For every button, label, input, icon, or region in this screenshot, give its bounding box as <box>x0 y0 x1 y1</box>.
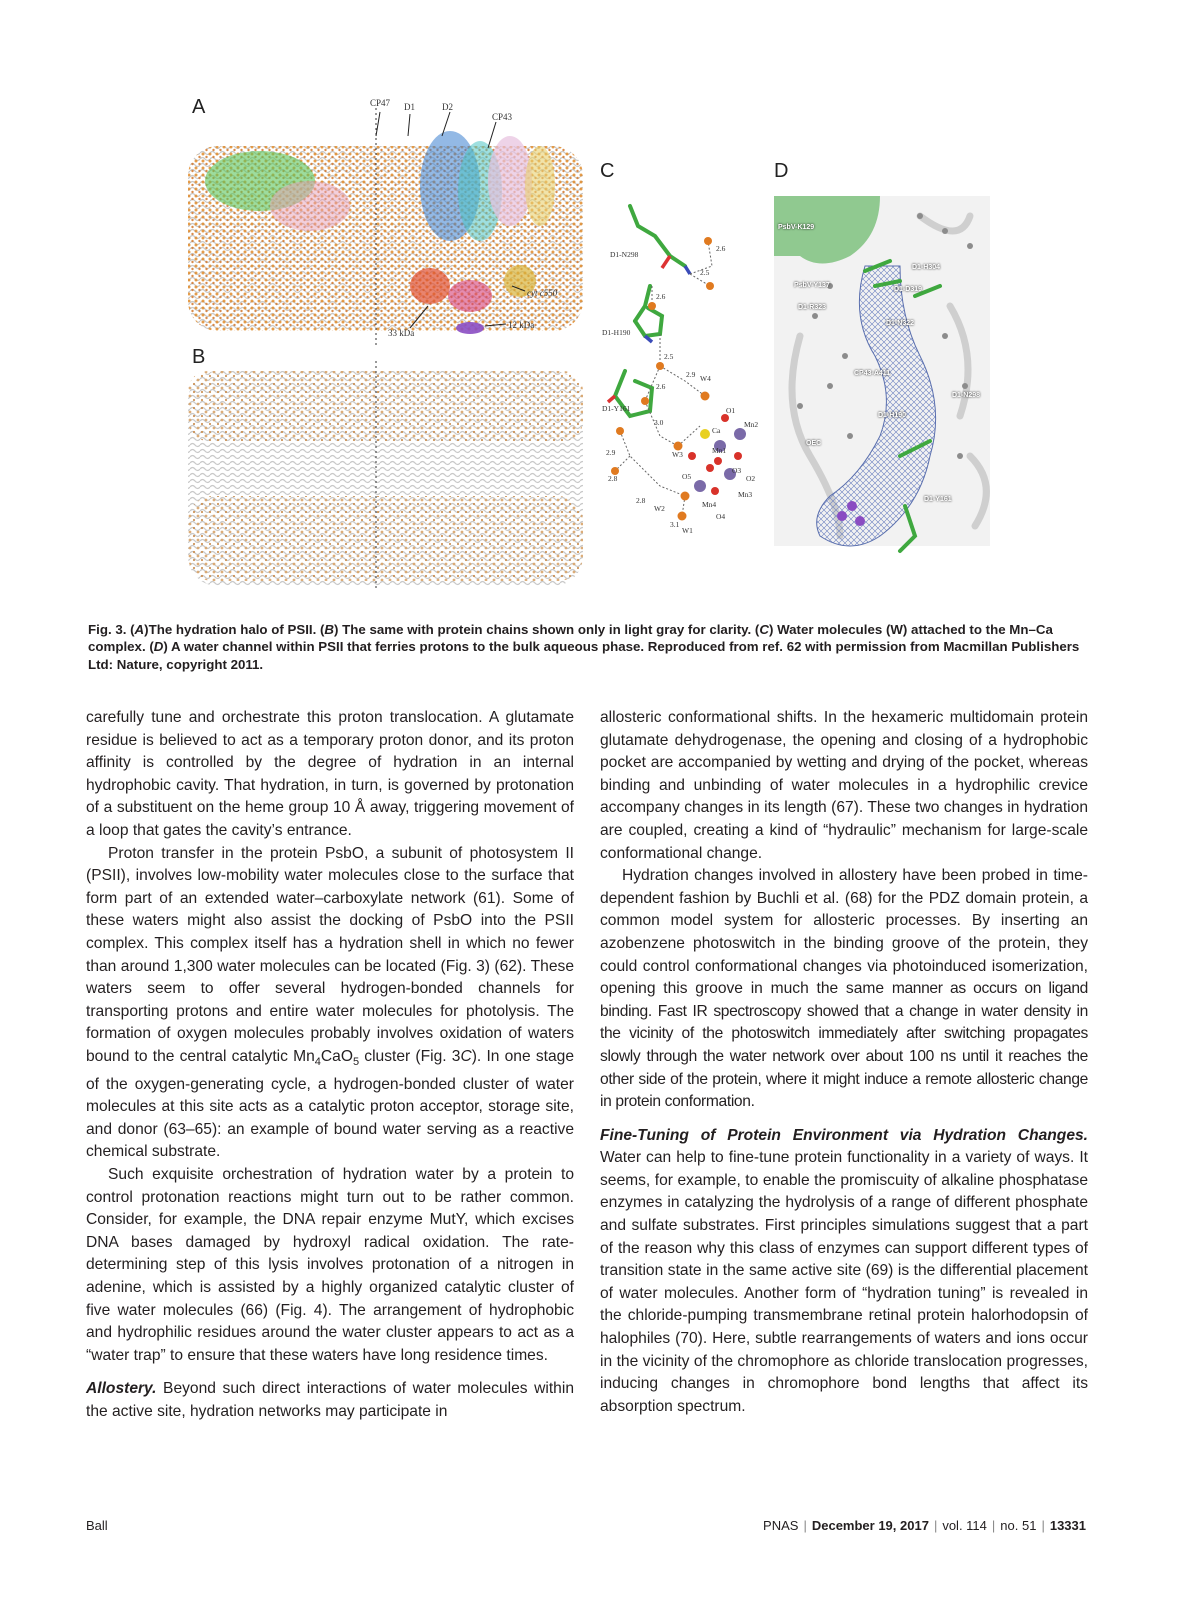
footer-sep-4: | <box>1041 1518 1045 1533</box>
caption-a-letter: A <box>134 622 145 637</box>
label-c-2-9a: 2.9 <box>686 370 696 379</box>
left-p2-text-b: cluster (Fig. 3 <box>359 1047 461 1065</box>
panel-a-letter: A <box>192 96 206 118</box>
figure-caption: Fig. 3. (A)The hydration halo of PSII. (B) The same with protein chains shown only in light gray for clarity. (C) Water molecules (W) attached to the Mn–Ca complex. (D) A water channel within PSII that ferries protons to the bulk aqueous phase. Reproduced from ref. 62 with permission from Macmillan Publishers Ltd: Nature, copyright 2011. <box>88 622 1080 672</box>
footer-sep-3: | <box>991 1518 996 1533</box>
panel-b <box>180 346 600 616</box>
caption-d-text: ) A water channel within PSII that ferries protons to the bulk aqueous phase. Reproduced from ref. 62 with permission from Macmillan Publishers Ltd: Nature, copyright 2011. <box>88 639 1080 672</box>
left-p2-text-a: Proton transfer in the protein PsbO, a subunit of photosystem II (PSII), involves low-mobility water molecules close to the surface that form part of an extended water–carboxylate network (61). Some of these waters might also assist the docking of PsbO into the PSII complex. This complex itself has a hydration shell in which no fewer than around 1,300 water molecules can be located (Fig. 3) (62). These waters seem to offer several hydrogen-bonded channels for transporting protons and entire water molecules for photolysis. The formation of oxygen molecules probably involves oxidation of waters bound to the central catalytic Mn <box>86 844 574 1065</box>
right-p2-text-b: manner as occurs on ligand binding. Fast IR spectroscopy showed that a change in water density in the vicinity of the photoswitch immediately after switching propagates slowly through the water network over about 100 ns until it reaches the other side of the protein, where it might induce a remote allosteric change in protein conformation. <box>600 980 1088 1111</box>
label-c-mn1: Mn1 <box>712 446 727 455</box>
label-d-n298: D1-N298 <box>952 392 981 399</box>
label-c-w1: W1 <box>682 526 693 535</box>
panel-b-letter: B <box>192 346 206 368</box>
caption-d-letter: D <box>153 639 164 655</box>
label-c-o1: O1 <box>726 406 736 415</box>
label-c-n298: D1-N298 <box>610 250 639 259</box>
label-d1: D1 <box>404 102 415 112</box>
panel-b-image <box>180 346 600 616</box>
right-p3-text: Water can help to fine-tune protein functionality in a variety of ways. It seems, for example, to enable the promiscuity of alkaline phosphatase enzymes in catalyzing the hydrolysis of a range of different phosphate and sulfate substrates. First principles simulations suggest that a part of the reason why this class of enzymes can support different types of transition state in the same active site (69) is the differential placement of water molecules. Another form of “hydration tuning” is revealed in the chloride-pumping transmembrane retinal protein halorhodopsin of halophiles (70). Here, subtle rearrangements of waters and ions occur in the vicinity of the chromophore as chloride translocation progresses, inducing changes in chromophore bond lengths that affect its absorption spectrum. <box>600 1149 1088 1415</box>
footer-citation <box>763 1518 1086 1533</box>
label-d-n322: D1-N322 <box>886 320 915 327</box>
footer-sep-2: | <box>933 1518 938 1533</box>
label-d-y161: D1-Y161 <box>924 496 952 503</box>
label-c-y161: D1-Y161 <box>602 404 631 413</box>
left-paragraph-3: Such exquisite orchestration of hydration water by a protein to control protonation reactions might turn out to be rather common. Consider, for example, the DNA repair enzyme MutY, which excises DNA bases damaged by hydroxyl radical oxidation. The rate-determining step of this lysis involves protonation of a nitrogen in adenine, which is assisted by a highly organized catalytic cluster of five water molecules (66) (Fig. 4). The arrangement of hydrophobic and hydrophilic residues around the water cluster appears to act as a “water trap” to ensure that these waters have long residence times. <box>86 1165 574 1364</box>
panel-d-letter: D <box>774 160 789 182</box>
caption-fig-label: Fig. 3. <box>88 622 127 637</box>
label-c-2-6a: 2.6 <box>716 244 726 253</box>
label-d-h304: D1-H304 <box>912 264 941 271</box>
footer-page: 13331 <box>1049 1518 1086 1533</box>
panel-a-image <box>180 96 600 356</box>
caption-a-text: The hydration halo of PSII. ( <box>148 622 325 637</box>
footer-date: December 19, 2017 <box>811 1518 929 1533</box>
label-c-w4: W4 <box>700 374 711 383</box>
label-c-o2: O2 <box>746 474 756 483</box>
caption-c-letter: C <box>759 622 769 637</box>
label-c-ca: Ca <box>712 426 721 435</box>
label-c-mn3: Mn3 <box>738 490 753 499</box>
right-p2-text-a: Hydration changes involved in allostery have been probed in time-dependent fashion by Buchli et al. (68) for the PDZ domain protein, a common model system for allosteric processes. By inserting an azobenzene photoswitch in the binding groove of the protein, they could control conformational changes via photoinduced isomerization, opening this groove in much the same <box>600 867 1088 998</box>
label-c-2-8a: 2.8 <box>608 474 618 483</box>
footer-volume: vol. 114 <box>942 1518 987 1533</box>
left-p2-text-c: ). In one stage of the oxygen-generating cycle, a hydrogen-bonded cluster of water molecules at this site acts as a catalytic proton acceptor, storage site, and donor (63–65): an example of bound water serving as a reactive chemical substrate. <box>86 1047 574 1161</box>
label-c-o5: O5 <box>682 472 692 481</box>
label-c-2-6b: 2.6 <box>656 292 666 301</box>
label-d-r323: D1-R323 <box>798 304 827 311</box>
label-c-2-6c: 2.6 <box>656 382 666 391</box>
label-c-2-8b: 2.8 <box>636 496 646 505</box>
left-p2-sub-5: 5 <box>352 1056 360 1069</box>
allostery-heading: Allostery. <box>86 1380 157 1398</box>
left-p2-mid: CaO <box>320 1047 353 1065</box>
label-c-3-1: 3.1 <box>670 520 680 529</box>
right-paragraph-2 <box>600 865 1088 1114</box>
left-paragraph-4 <box>86 1378 574 1423</box>
label-33kda: 33 kDa <box>388 328 415 338</box>
label-c-o3: O3 <box>732 466 742 475</box>
left-paragraph-1: carefully tune and orchestrate this proton translocation. A glutamate residue is believed to act as a temporary proton donor, and its proton affinity is controlled by the degree of hydration in an internal hydrophobic cavity. That hydration, in turn, is governed by protonation of a substituent on the heme group 10 Å away, triggering movement of a loop that gates the cavity’s entrance. <box>86 709 574 839</box>
label-c-h190: D1-H190 <box>602 328 631 337</box>
label-d-k129: PsbV-K129 <box>778 224 815 231</box>
left-p2-sub-4: 4 <box>314 1056 321 1069</box>
label-c-2-9b: 2.9 <box>606 448 616 457</box>
right-paragraph-3 <box>600 1125 1088 1419</box>
label-c-w2: W2 <box>654 504 665 513</box>
footer-sep-1: | <box>803 1518 807 1533</box>
panel-c-letter: C <box>600 160 615 182</box>
label-d2: D2 <box>442 102 453 112</box>
right-paragraph-1: allosteric conformational shifts. In the hexameric multidomain protein glutamate dehydrogenase, the opening and closing of a hydrophobic pocket are accompanied by wetting and drying of the pocket, whereas binding and unbinding of water molecules in a hydrophilic crevice accompany changes in its length (67). These two changes in hydration are coupled, creating a kind of “hydraulic” mechanism for large-scale conformational change. <box>600 709 1088 862</box>
label-cp47: CP47 <box>370 98 391 108</box>
footer-issue: no. 51 <box>1000 1518 1037 1533</box>
label-c-o4: O4 <box>716 512 726 521</box>
label-cyt-c550: cyt c550 <box>527 288 558 298</box>
label-d-oec: OEC <box>806 440 822 447</box>
panel-c <box>590 156 765 616</box>
label-c-mn4: Mn4 <box>702 500 717 509</box>
caption-b-letter: B <box>324 622 335 637</box>
panel-c-image <box>590 156 765 616</box>
left-p2-c: C <box>460 1047 472 1065</box>
fine-tuning-heading: Fine-Tuning of Protein Environment via Hydration Changes. <box>600 1126 1088 1144</box>
label-cp43: CP43 <box>492 112 513 122</box>
label-d-a411: CP43-A411 <box>854 370 891 377</box>
label-d-h190: D1-H190 <box>878 412 907 419</box>
label-c-2-5a: 2.5 <box>700 268 710 277</box>
caption-b-text: ) The same with protein chains shown only in light gray for clarity. ( <box>334 622 760 637</box>
label-12kda: 12 kDa <box>508 320 535 330</box>
label-c-2-5b: 2.5 <box>664 352 674 361</box>
caption-c-text: ) Water molecules (W) attached to the Mn–Ca complex. ( <box>88 622 1053 655</box>
left-paragraph-2 <box>86 843 574 1164</box>
left-p4-text: Beyond such direct interactions of water molecules within the active site, hydration networks may participate in <box>86 1380 574 1420</box>
label-c-3-0: 3.0 <box>654 418 664 427</box>
figure-3 <box>180 96 1040 626</box>
label-d-y137: PsbV-Y137 <box>794 282 830 289</box>
right-column <box>600 707 1088 1418</box>
panel-d <box>770 156 1040 616</box>
label-c-w3: W3 <box>672 450 683 459</box>
footer-author: Ball <box>86 1518 108 1533</box>
label-d-d319: D1-D319 <box>894 286 923 293</box>
footer-journal: PNAS <box>763 1518 799 1533</box>
left-column <box>86 707 574 1424</box>
panel-a <box>180 96 600 356</box>
label-c-mn2: Mn2 <box>744 420 759 429</box>
